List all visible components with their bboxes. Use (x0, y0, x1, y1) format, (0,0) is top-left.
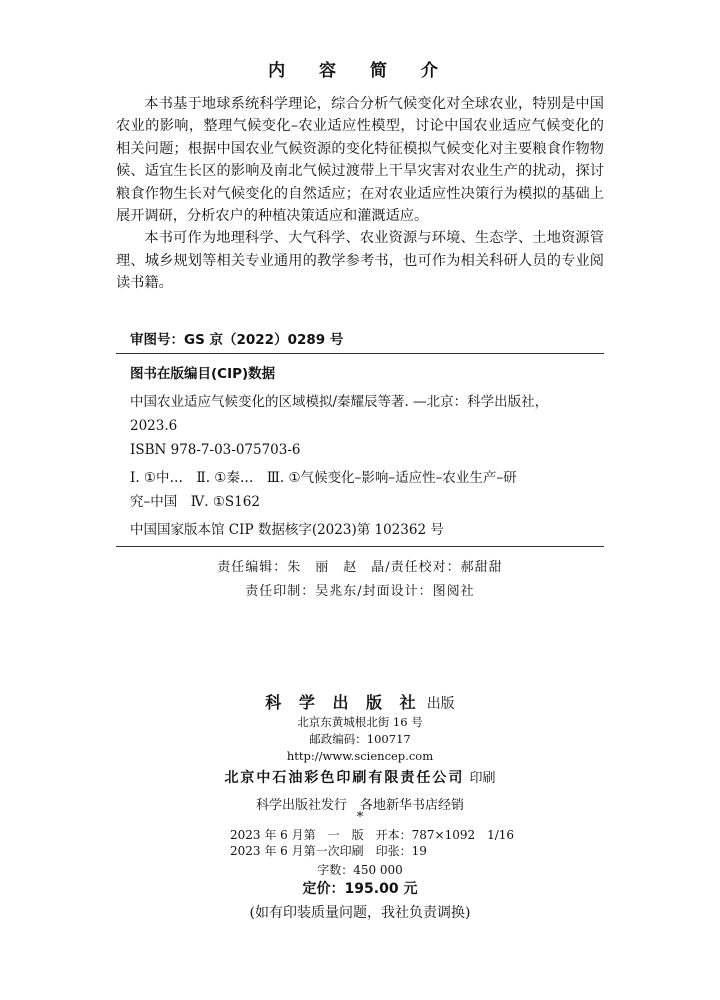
printer-suffix: 印刷 (469, 771, 496, 786)
map-review-number: 审图号：GS 京（2022）0289 号 (130, 332, 344, 348)
divider-bottom (116, 546, 604, 547)
price: 定价：195.00 元 (302, 881, 418, 897)
cip-classification-line-2: 究–中国 Ⅳ. ①S162 (130, 494, 260, 510)
cip-record: 中国国家版本馆 CIP 数据核字(2023)第 102362 号 (130, 522, 444, 538)
cip-classification-line-1: Ⅰ. ①中… Ⅱ. ①秦… Ⅲ. ①气候变化–影响–适应性–农业生产–研 (130, 470, 517, 486)
separator-star: * (356, 810, 364, 825)
publisher-suffix: 出版 (426, 696, 455, 712)
publisher-address: 北京东黄城根北街 16 号 (297, 715, 423, 729)
intro-paragraph-2: 本书可作为地理科学、大气科学、农业资源与环境、生态学、土地资源管理、城乡规划等相关专业通用的教学参考书，也可作为相关科研人员的专业阅读书籍。 (116, 230, 604, 292)
edition-line: 2023 年 6 月第 一 版 开本：787×1092 1/16 (230, 828, 515, 842)
editor-credits: 责任编辑：朱 丽 赵 晶/责任校对：郝甜甜 (217, 560, 503, 575)
intro-paragraph-1: 本书基于地球系统科学理论，综合分析气候变化对全球农业，特别是中国农业的影响，整理气候变化–农业适应性模型，讨论中国农业适应气候变化的相关问题；根据中国农业气候资源的变化特征模拟气候变化对主要粮食作物物候、适宜生长区的影响及南北气候过渡带上干旱灾害对农业生产的扰动，探讨粮食作物生长对气候变化的自然适应；在对农业适应性决策行为模拟的基础上展开调研，分析农户的种植决策适应和灌溉适应。 (116, 96, 604, 225)
publisher-postcode: 邮政编码：100717 (309, 732, 411, 746)
book-introduction (116, 93, 604, 295)
cip-title-line-2: 2023.6 (130, 418, 178, 434)
cip-title-line-1: 中国农业适应气候变化的区域模拟/秦耀辰等著. —北京：科学出版社， (130, 394, 549, 410)
publisher-block (0, 690, 720, 789)
quality-notice: (如有印装质量问题，我社负责调换) (249, 905, 471, 921)
printer-name: 北京中石油彩色印刷有限责任公司 (224, 770, 465, 786)
word-count: 字数：450 000 (317, 863, 403, 877)
cip-heading: 图书在版编目(CIP)数据 (130, 366, 276, 382)
publisher-name: 科 学 出 版 社 (265, 693, 422, 712)
publisher-website: http://www.sciencep.com (286, 749, 434, 763)
page-title: 内 容 简 介 (268, 61, 452, 81)
cip-isbn: ISBN 978-7-03-075703-6 (130, 442, 301, 458)
print-design-credits: 责任印制：吴兆东/封面设计：图阅社 (245, 584, 475, 599)
distribution-line: 科学出版社发行 各地新华书店经销 (255, 798, 464, 813)
printing-line: 2023 年 6 月第一次印刷 印张：19 (230, 844, 427, 858)
divider-top (116, 353, 604, 354)
